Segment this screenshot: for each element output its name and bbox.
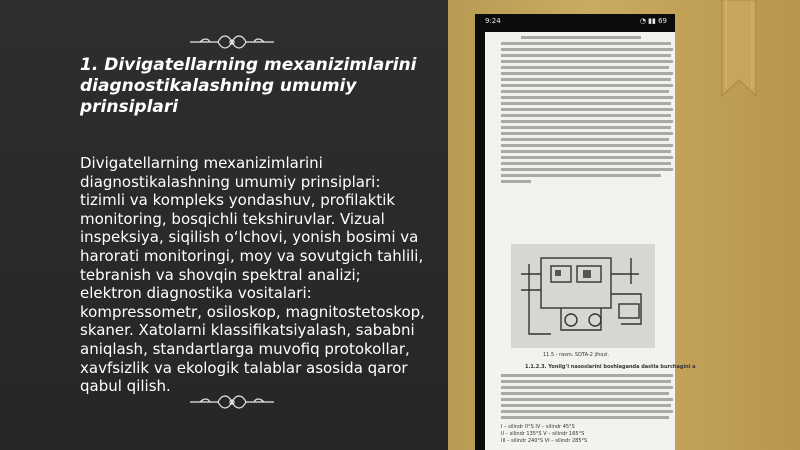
text-line [501,416,669,419]
text-line [501,168,673,171]
angle-table-row: III – silindr 240°S VI – silindr 285°S [501,438,588,444]
text-line [501,48,673,51]
slide-body-text: Divigatellarning mexanizimlarini diagnostikalashning umumiy prinsiplari: tizimli va kompleks yondashuv, profilaktik monitoring, bosqichli tekshiruvlar. Vizual inspeksiya, siqilish o‘lchovi, yonish bosimi va harorati monitoringi, moy va sovutgich tahlili, tebranish va shovqin spektral analizi; elektron diagnostika vositalari: kompressometr, osiloskop, magnitostetoskop, skaner. Xatolarni klassifikatsiyalash, sababni aniqlash, standartlarga muvofiq protokollar, xavfsizlik va ekologik talablar asosida qaror qabul qilish. [80,154,425,396]
text-line [501,102,671,105]
angle-table-row: II – silindr 135°S V – silindr 165°S [501,431,585,437]
text-line [501,392,669,395]
text-line [501,90,669,93]
text-line [501,398,673,401]
phone-screenshot [475,14,696,450]
bookmark-ribbon-icon [722,0,756,96]
text-line [501,174,661,177]
ornament-divider-bottom-icon [190,392,274,412]
text-line [501,180,531,183]
text-line [501,120,673,123]
status-icons: ◔ ▮▮ 69 [639,17,667,25]
phone-status-bar [475,14,675,30]
text-line [501,72,673,75]
text-line [501,42,671,45]
text-line [501,138,669,141]
text-line [501,374,673,377]
document-page [485,32,696,450]
text-line [501,156,673,159]
text-line [501,84,673,87]
angle-table-row: I – silindr 0°S IV – silindr 45°S [501,424,575,430]
text-line [501,126,671,129]
text-line [501,380,671,383]
figure-caption: 11.5 - rasm. SDTA-2 jihozi. [543,352,610,358]
text-line [501,162,671,165]
text-line [501,60,673,63]
section-heading: 1.1.2.3. Yonilg‘i nasoslarini boshlaganda dastla burchagini a [525,364,696,370]
engine-schematic-figure [511,244,655,348]
text-line [501,108,673,111]
slide-title: 1. Divigatellarning mexanizimlarini diagnostikalashning umumiy prinsiplari [80,55,417,117]
ornament-divider-top-icon [190,32,274,52]
text-line [501,132,673,135]
text-line [501,66,669,69]
status-time: 9:24 [485,17,501,25]
text-line [501,54,671,57]
text-line [501,144,673,147]
text-line [501,150,671,153]
text-line [501,386,673,389]
text-line [501,96,673,99]
text-line [501,410,673,413]
text-line [521,36,641,39]
text-line [501,404,671,407]
text-line [501,78,671,81]
text-line [501,114,671,117]
